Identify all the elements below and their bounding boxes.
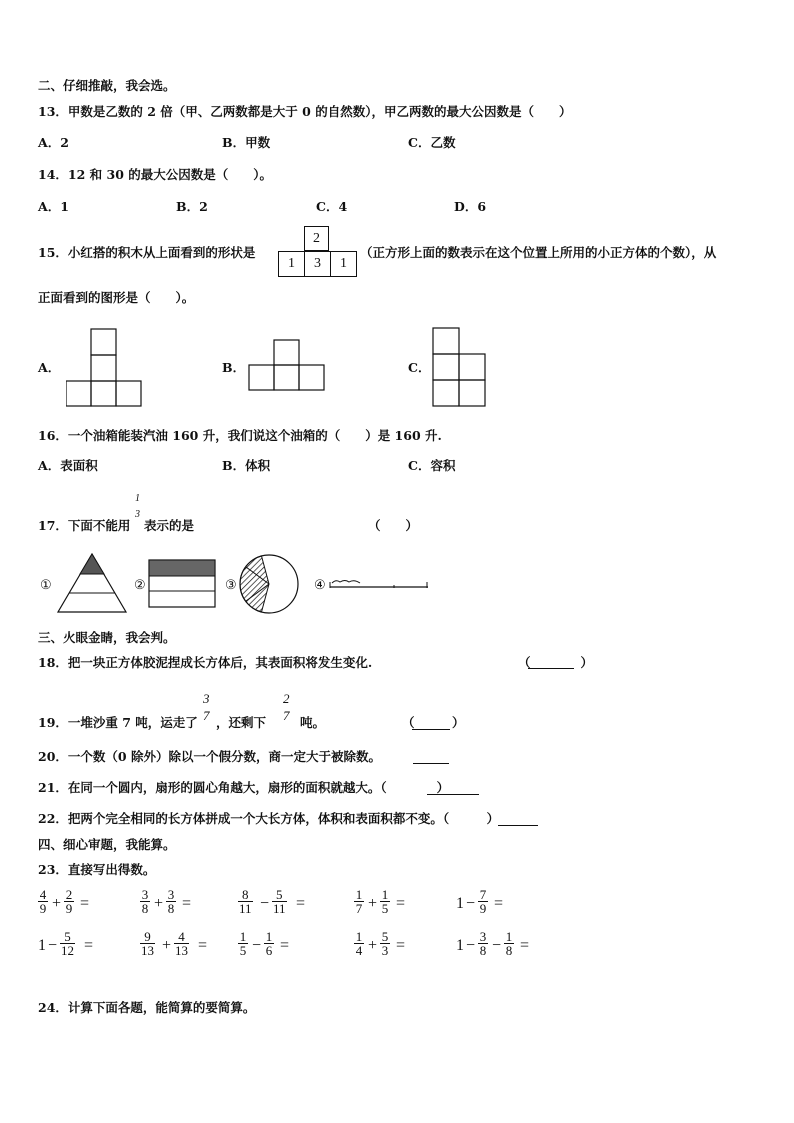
q17-fraction-numerator: 1 bbox=[135, 493, 140, 504]
calc-2-2-frac-b-numerator: 4 bbox=[178, 929, 185, 944]
q22-answer-line[interactable] bbox=[498, 825, 538, 826]
calc-2-5-lead: 1 bbox=[456, 937, 464, 954]
calc-2-3-operator: − bbox=[252, 937, 262, 954]
q18-answer-paren[interactable]: （ ） bbox=[518, 655, 594, 670]
calc-1-3-frac-b bbox=[272, 888, 287, 915]
calc-2-2-frac-b-denominator: 13 bbox=[175, 943, 188, 958]
calc-2-4-frac-b-numerator: 5 bbox=[381, 929, 389, 944]
calc-2-4-equals: = bbox=[396, 937, 406, 954]
q14-option-c[interactable]: C．4 bbox=[316, 199, 348, 214]
question-19-part2: ，还剩下 bbox=[216, 715, 267, 730]
calc-1-2-frac-a bbox=[140, 888, 150, 915]
q15-figure-a bbox=[66, 328, 142, 408]
calc-1-4-frac-a-denominator: 7 bbox=[355, 901, 363, 916]
question-19-part1: 19．一堆沙重 7 吨，运走了 bbox=[38, 715, 198, 730]
calc-1-1-equals: = bbox=[80, 895, 90, 912]
calc-1-3-frac-a-numerator: 8 bbox=[242, 887, 249, 902]
q20-answer-line[interactable] bbox=[413, 763, 449, 764]
grid-cell-left: 1 bbox=[278, 251, 305, 277]
calc-2-2-frac-b bbox=[174, 930, 189, 957]
q19-answer-paren[interactable]: （ ） bbox=[402, 715, 465, 730]
calc-1-3-frac-b-numerator: 5 bbox=[276, 887, 283, 902]
question-17-part1: 17．下面不能用 bbox=[38, 518, 131, 533]
question-17-part2: 表示的是 bbox=[144, 518, 195, 533]
calc-1-5-lead: 1 bbox=[456, 895, 464, 912]
calc-1-5-frac-b-denominator: 9 bbox=[479, 901, 487, 916]
calc-1-3-frac-a bbox=[238, 888, 253, 915]
question-15-line2: 正面看到的图形是（ ）。 bbox=[38, 290, 195, 305]
q19-f2-denominator: 7 bbox=[283, 708, 290, 723]
calc-2-4-frac-a-denominator: 4 bbox=[355, 943, 363, 958]
q19-f1-numerator: 3 bbox=[203, 691, 210, 706]
q19-f2-numerator: 2 bbox=[283, 691, 290, 706]
calc-2-3-frac-b bbox=[264, 930, 274, 957]
calc-1-1-frac-b-denominator: 9 bbox=[65, 901, 73, 916]
q17-line-segment-figure bbox=[328, 576, 432, 592]
calc-1-2-frac-a-denominator: 8 bbox=[141, 901, 149, 916]
q19-f1-denominator: 7 bbox=[203, 708, 210, 723]
calc-2-1-equals: = bbox=[84, 937, 94, 954]
calc-2-2-equals: = bbox=[198, 937, 208, 954]
calc-2-1-frac-b-numerator: 5 bbox=[64, 929, 71, 944]
calc-1-1-frac-a-numerator: 4 bbox=[39, 887, 47, 902]
q14-option-a[interactable]: A．1 bbox=[38, 199, 69, 214]
question-18: 18．把一块正方体胶泥捏成长方体后，其表面积将发生变化. bbox=[38, 655, 373, 670]
calc-2-4-frac-a-numerator: 1 bbox=[355, 929, 363, 944]
calc-2-1-frac-b bbox=[60, 930, 75, 957]
q14-option-b[interactable]: B．2 bbox=[176, 199, 208, 214]
q18-answer-line bbox=[528, 668, 574, 669]
q17-label-3: ③ bbox=[225, 578, 237, 593]
q15-figure-b bbox=[248, 339, 326, 391]
calc-1-5-equals: = bbox=[494, 895, 504, 912]
q15-option-a[interactable]: A． bbox=[38, 360, 61, 375]
top-view-grid bbox=[278, 226, 356, 278]
calc-1-4-equals: = bbox=[396, 895, 406, 912]
calc-1-3-equals: = bbox=[296, 895, 306, 912]
calc-2-4-frac-b-denominator: 3 bbox=[381, 943, 389, 958]
calc-2-5-frac-c-denominator: 8 bbox=[505, 943, 513, 958]
calc-2-3-frac-a bbox=[238, 930, 248, 957]
question-14: 14．12 和 30 的最大公因数是（ ）。 bbox=[38, 167, 272, 182]
calc-2-5-frac-b-denominator: 8 bbox=[479, 943, 487, 958]
q17-label-2: ② bbox=[134, 578, 146, 593]
calc-2-5-frac-c bbox=[504, 930, 514, 957]
question-15-part2: （正方形上面的数表示在这个位置上所用的小正方体的个数），从 bbox=[360, 245, 717, 260]
q17-rectangle-figure bbox=[148, 559, 216, 609]
calc-1-5-operator: − bbox=[466, 895, 476, 912]
grid-cell-middle: 3 bbox=[304, 251, 331, 277]
question-23: 23．直接写出得数。 bbox=[38, 862, 156, 877]
q16-option-c[interactable]: C．容积 bbox=[408, 458, 456, 473]
question-20: 20．一个数（0 除外）除以一个假分数，商一定大于被除数。 bbox=[38, 749, 381, 764]
question-22: 22．把两个完全相同的长方体拼成一个大长方体，体积和表面积都不变。（ ） bbox=[38, 811, 500, 826]
q13-option-a[interactable]: A．2 bbox=[38, 135, 69, 150]
section-heading-4: 四、细心审题，我能算。 bbox=[38, 837, 176, 852]
calc-1-1-frac-a-denominator: 9 bbox=[39, 901, 47, 916]
question-24: 24．计算下面各题，能简算的要简算。 bbox=[38, 1000, 256, 1015]
calc-2-1-operator: − bbox=[48, 937, 58, 954]
calc-2-3-frac-a-denominator: 5 bbox=[239, 943, 247, 958]
calc-2-3-frac-a-numerator: 1 bbox=[239, 929, 247, 944]
calc-1-4-frac-b-numerator: 1 bbox=[381, 887, 389, 902]
calc-1-2-equals: = bbox=[182, 895, 192, 912]
calc-1-3-frac-a-denominator: 11 bbox=[239, 901, 252, 916]
calc-2-2-frac-a-denominator: 13 bbox=[141, 943, 154, 958]
calc-2-3-frac-b-denominator: 6 bbox=[265, 943, 273, 958]
calc-2-5-frac-c-numerator: 1 bbox=[505, 929, 513, 944]
section-heading-2: 二、仔细推敲，我会选。 bbox=[38, 78, 176, 93]
q17-label-4: ④ bbox=[314, 578, 326, 593]
q17-fraction-denominator: 3 bbox=[135, 509, 140, 520]
calc-2-2-frac-a bbox=[140, 930, 155, 957]
q17-triangle-figure bbox=[56, 552, 128, 614]
question-15-part1: 15．小红搭的积木从上面看到的形状是 bbox=[38, 245, 256, 260]
grid-cell-right: 1 bbox=[330, 251, 357, 277]
question-19-part3: 吨。 bbox=[300, 715, 326, 730]
calc-2-5-frac-b bbox=[478, 930, 488, 957]
q17-fraction bbox=[134, 494, 141, 520]
question-16: 16．一个油箱能装汽油 160 升，我们说这个油箱的（ ）是 160 升. bbox=[38, 428, 442, 443]
q13-option-b[interactable]: B．甲数 bbox=[222, 135, 271, 150]
calc-2-3-frac-b-numerator: 1 bbox=[265, 929, 273, 944]
calc-1-4-frac-a-numerator: 1 bbox=[355, 887, 363, 902]
calc-1-5-frac-b bbox=[478, 888, 488, 915]
calc-2-2-operator: + bbox=[162, 937, 172, 954]
calc-1-5-frac-b-numerator: 7 bbox=[479, 887, 487, 902]
calc-1-1-frac-a bbox=[38, 888, 48, 915]
calc-2-4-frac-a bbox=[354, 930, 364, 957]
q16-option-a[interactable]: A．表面积 bbox=[38, 458, 98, 473]
calc-2-5-frac-b-numerator: 3 bbox=[479, 929, 487, 944]
calc-2-1-lead: 1 bbox=[38, 937, 46, 954]
calc-1-2-operator: + bbox=[154, 895, 164, 912]
calc-2-5-equals: = bbox=[520, 937, 530, 954]
q19-fraction-1 bbox=[202, 692, 211, 722]
calc-1-2-frac-a-numerator: 3 bbox=[141, 887, 149, 902]
q14-option-d[interactable]: D．6 bbox=[454, 199, 487, 214]
question-13: 13．甲数是乙数的 2 倍（甲、乙两数都是大于 0 的自然数），甲乙两数的最大公因数是（ ） bbox=[38, 104, 572, 119]
calc-1-4-frac-b bbox=[380, 888, 390, 915]
q19-answer-line bbox=[412, 729, 450, 730]
q17-answer-paren[interactable]: （ ） bbox=[368, 518, 419, 533]
q15-option-b[interactable]: B． bbox=[222, 360, 246, 375]
calc-1-1-operator: + bbox=[52, 895, 62, 912]
calc-1-4-operator: + bbox=[368, 895, 378, 912]
calc-2-4-operator: + bbox=[368, 937, 378, 954]
calc-1-4-frac-a bbox=[354, 888, 364, 915]
calc-1-3-frac-b-denominator: 11 bbox=[273, 901, 286, 916]
calc-2-5-operator: − bbox=[466, 937, 476, 954]
calc-1-1-frac-b bbox=[64, 888, 74, 915]
calc-1-2-frac-b-numerator: 3 bbox=[167, 887, 175, 902]
q17-label-1: ① bbox=[40, 578, 52, 593]
calc-2-3-equals: = bbox=[280, 937, 290, 954]
calc-1-3-operator: − bbox=[260, 895, 270, 912]
grid-cell-top: 2 bbox=[304, 226, 329, 251]
calc-2-1-frac-b-denominator: 12 bbox=[61, 943, 74, 958]
section-heading-3: 三、火眼金睛，我会判。 bbox=[38, 630, 176, 645]
q17-circle-figure bbox=[238, 553, 300, 615]
q19-fraction-2 bbox=[282, 692, 291, 722]
q21-answer-line[interactable] bbox=[427, 794, 479, 795]
q15-figure-c bbox=[432, 327, 486, 407]
q13-option-c[interactable]: C．乙数 bbox=[408, 135, 456, 150]
q15-option-c[interactable]: C． bbox=[408, 360, 431, 375]
calc-2-5-operator-2: − bbox=[492, 937, 502, 954]
calc-1-1-frac-b-numerator: 2 bbox=[65, 887, 73, 902]
calc-1-2-frac-b bbox=[166, 888, 176, 915]
calc-2-4-frac-b bbox=[380, 930, 390, 957]
calc-1-2-frac-b-denominator: 8 bbox=[167, 901, 175, 916]
question-21: 21．在同一个圆内，扇形的圆心角越大，扇形的面积就越大。（ ） bbox=[38, 780, 450, 795]
calc-1-4-frac-b-denominator: 5 bbox=[381, 901, 389, 916]
q16-option-b[interactable]: B．体积 bbox=[222, 458, 271, 473]
calc-2-2-frac-a-numerator: 9 bbox=[144, 929, 151, 944]
